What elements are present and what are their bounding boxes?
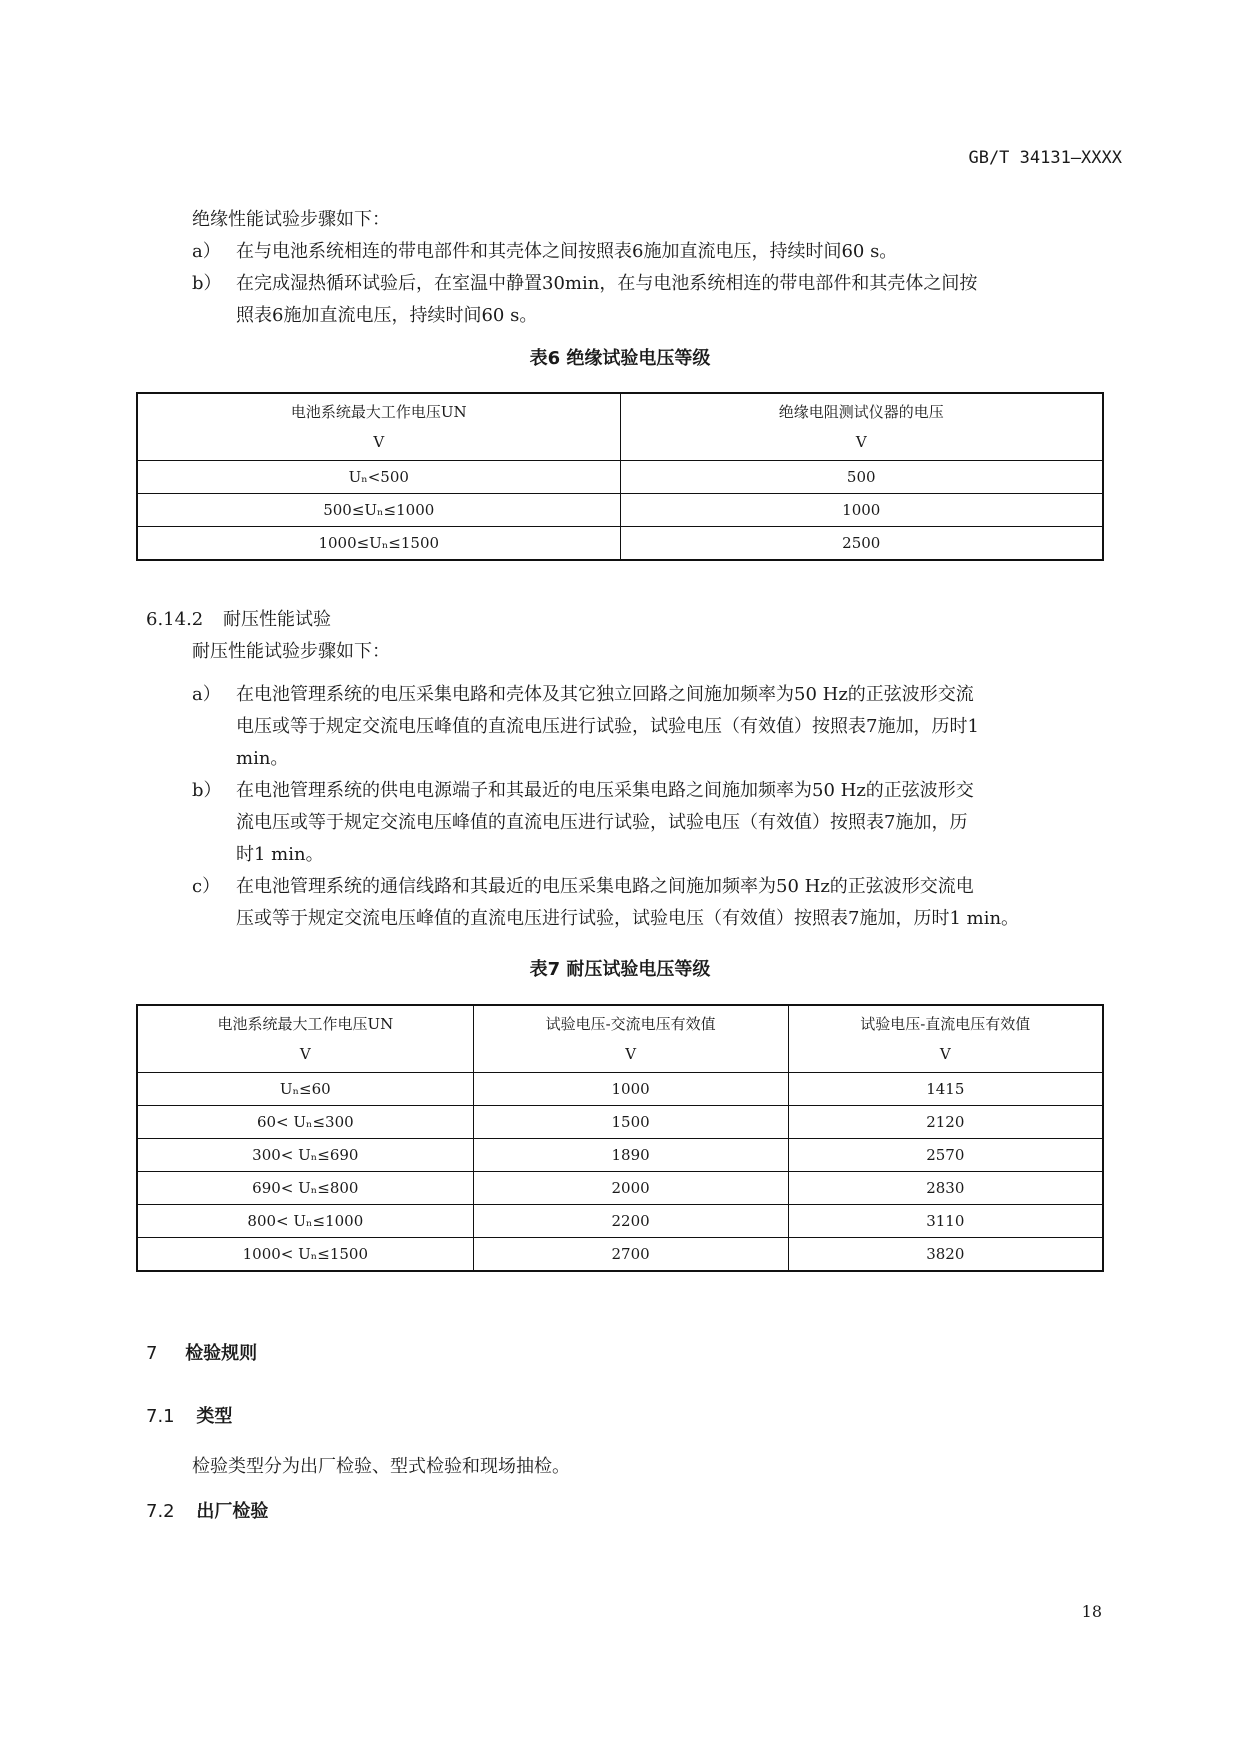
table-header-cell [788, 1005, 1103, 1073]
table-row [137, 527, 1103, 561]
table-header-cell [137, 1005, 473, 1073]
section-title: 类型 [196, 1406, 233, 1427]
table-header-cell [137, 393, 620, 461]
table-cell: Uₙ<500 [137, 461, 620, 494]
header-name: 电池系统最大工作电压UN [217, 1015, 394, 1033]
table-row [137, 1205, 1103, 1238]
section-number: 7.2 [146, 1501, 175, 1522]
table-row [137, 1172, 1103, 1205]
table-cell: 500 [620, 461, 1103, 494]
table-header-row [137, 1005, 1103, 1073]
table-cell: 800< Uₙ≤1000 [137, 1205, 473, 1238]
table-cell: 500≤Uₙ≤1000 [137, 494, 620, 527]
page-number: 18 [1081, 1602, 1102, 1621]
standard-code: GB/T 34131—XXXX [968, 148, 1122, 168]
item-text-line-3: 时1 min。 [236, 844, 324, 865]
table-row [137, 1106, 1103, 1139]
item-label: a） [192, 241, 221, 262]
table-cell: 1890 [473, 1139, 788, 1172]
header-unit: V [939, 1045, 951, 1063]
item-text: 在与电池系统相连的带电部件和其壳体之间按照表6施加直流电压，持续时间60 s。 [236, 241, 898, 262]
table-cell: 3820 [788, 1238, 1103, 1272]
section-title: 检验规则 [185, 1343, 258, 1364]
header-name: 电池系统最大工作电压UN [290, 403, 467, 421]
item-label: b） [192, 273, 222, 294]
item-text-line-3: min。 [236, 748, 289, 769]
table-cell: 2120 [788, 1106, 1103, 1139]
table6-caption: 表6 绝缘试验电压等级 [529, 348, 711, 369]
table-cell: 1000 [620, 494, 1103, 527]
table-cell: 60< Uₙ≤300 [137, 1106, 473, 1139]
section-heading-7 [146, 1339, 257, 1369]
section-heading-7-1 [146, 1402, 232, 1432]
table-cell: 2700 [473, 1238, 788, 1272]
table-cell: Uₙ≤60 [137, 1073, 473, 1106]
table-row [137, 1073, 1103, 1106]
table6 [136, 392, 1104, 561]
table-header-cell [473, 1005, 788, 1073]
table-cell: 1500 [473, 1106, 788, 1139]
table-cell: 2570 [788, 1139, 1103, 1172]
table-cell: 2500 [620, 527, 1103, 561]
item-label: b） [192, 780, 222, 801]
withstand-item-a [0, 679, 1240, 775]
section-title: 耐压性能试验 [223, 609, 331, 630]
table-cell: 1000 [473, 1073, 788, 1106]
withstand-item-b [0, 775, 1240, 871]
table-cell: 690< Uₙ≤800 [137, 1172, 473, 1205]
item-text-line-2: 流电压或等于规定交流电压峰值的直流电压进行试验，试验电压（有效值）按照表7施加，历 [236, 812, 968, 833]
header-unit: V [299, 1045, 311, 1063]
section-number: 7 [146, 1343, 158, 1364]
table-cell: 300< Uₙ≤690 [137, 1139, 473, 1172]
table-row [137, 494, 1103, 527]
item-text-line-2: 照表6施加直流电压，持续时间60 s。 [236, 305, 538, 326]
table-cell: 1000≤Uₙ≤1500 [137, 527, 620, 561]
header-name: 绝缘电阻测试仪器的电压 [778, 403, 944, 421]
item-text-line-1: 在完成湿热循环试验后，在室温中静置30min，在与电池系统相连的带电部件和其壳体之间按 [236, 273, 978, 294]
item-text-line-2: 电压或等于规定交流电压峰值的直流电压进行试验，试验电压（有效值）按照表7施加，历时1 [236, 716, 979, 737]
item-label: a） [192, 684, 221, 705]
section-number: 6.14.2 [146, 609, 204, 630]
table-header-cell [620, 393, 1103, 461]
table-header-row [137, 393, 1103, 461]
section-7-1-text: 检验类型分为出厂检验、型式检验和现场抽检。 [192, 1456, 570, 1477]
header-name: 试验电压-交流电压有效值 [545, 1015, 716, 1033]
section-heading-7-2 [146, 1497, 268, 1527]
section-title: 出厂检验 [196, 1501, 269, 1522]
insulation-item-a [0, 236, 1240, 268]
table-cell: 2200 [473, 1205, 788, 1238]
table7 [136, 1004, 1104, 1272]
table-cell: 2000 [473, 1172, 788, 1205]
header-unit: V [373, 433, 385, 451]
section-number: 7.1 [146, 1406, 175, 1427]
insulation-item-b [0, 268, 1240, 332]
withstand-intro: 耐压性能试验步骤如下： [192, 641, 390, 662]
item-text-line-2: 压或等于规定交流电压峰值的直流电压进行试验，试验电压（有效值）按照表7施加，历时1 min。 [236, 908, 1020, 929]
item-text-line-1: 在电池管理系统的通信线路和其最近的电压采集电路之间施加频率为50 Hz的正弦波形交流电 [236, 876, 974, 897]
header-unit: V [625, 1045, 637, 1063]
insulation-intro: 绝缘性能试验步骤如下： [192, 209, 390, 230]
table-row [137, 461, 1103, 494]
table-cell: 3110 [788, 1205, 1103, 1238]
item-text-line-1: 在电池管理系统的供电电源端子和其最近的电压采集电路之间施加频率为50 Hz的正弦波形交 [236, 780, 974, 801]
header-name: 试验电压-直流电压有效值 [860, 1015, 1031, 1033]
table-cell: 1415 [788, 1073, 1103, 1106]
item-label: c） [192, 876, 221, 897]
table7-caption: 表7 耐压试验电压等级 [529, 959, 711, 980]
table-row [137, 1238, 1103, 1272]
section-heading-6-14-2 [146, 604, 331, 636]
header-unit: V [855, 433, 867, 451]
item-text-line-1: 在电池管理系统的电压采集电路和壳体及其它独立回路之间施加频率为50 Hz的正弦波形交流 [236, 684, 974, 705]
table-cell: 1000< Uₙ≤1500 [137, 1238, 473, 1272]
table-row [137, 1139, 1103, 1172]
table-cell: 2830 [788, 1172, 1103, 1205]
withstand-item-c [0, 871, 1240, 935]
